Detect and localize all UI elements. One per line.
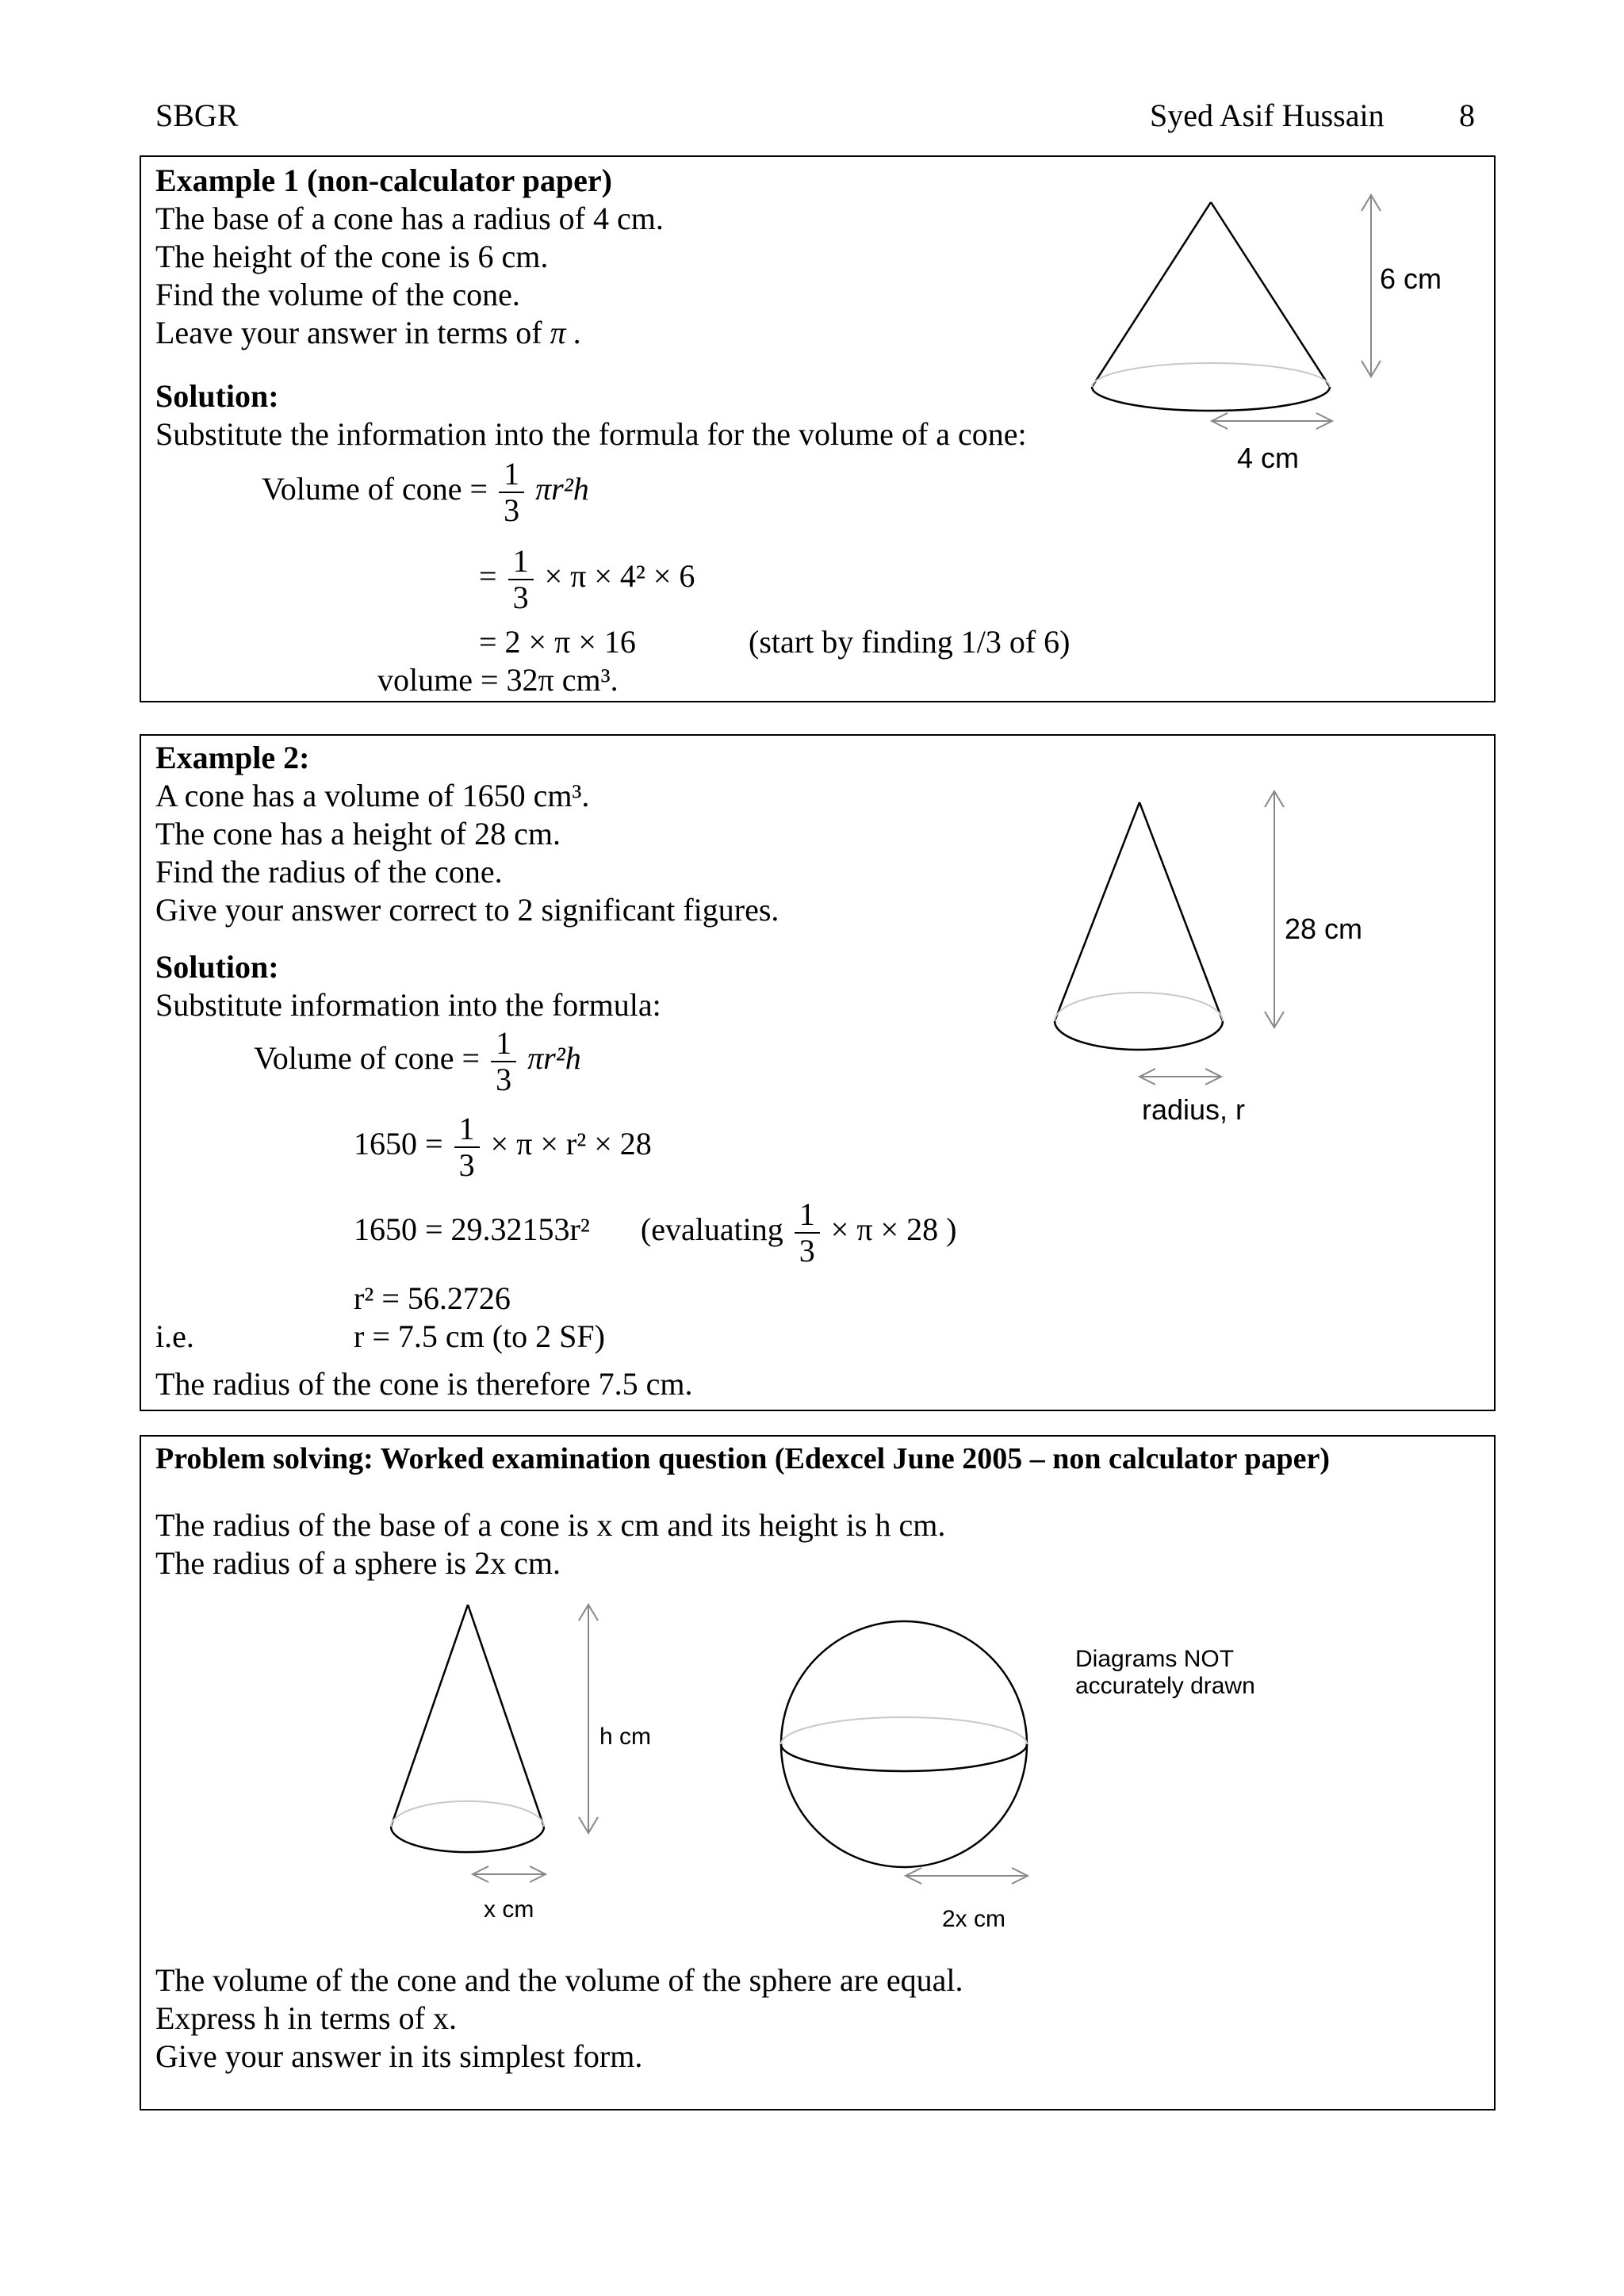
problem-line3: The volume of the cone and the volume of the sphere are equal.: [155, 1962, 963, 1998]
problem-line2: The radius of a sphere is 2x cm.: [155, 1545, 561, 1581]
example2-step3: 1650 = 29.32153r² (evaluating $\frac{1}{3}$ × π × 28 ): [354, 1196, 957, 1269]
example2-conclusion: The radius of the cone is therefore 7.5 cm.: [155, 1366, 693, 1402]
example2-title: Example 2:: [155, 740, 310, 775]
header-left: SBGR: [155, 98, 239, 133]
example2-line: The cone has a height of 28 cm.: [155, 816, 561, 851]
cone-base-front: [391, 1827, 544, 1852]
sphere-equator-front: [781, 1744, 1027, 1771]
cone-side-left: [391, 1605, 468, 1827]
sphere-outline: [781, 1621, 1027, 1867]
example1-solution-intro: Substitute the information into the formula for the volume of a cone:: [155, 416, 1027, 452]
diagram-note-line2: accurately drawn: [1075, 1673, 1255, 1699]
example2-solution-label: Solution:: [155, 949, 279, 985]
page-number: 8: [1459, 98, 1475, 133]
example1-line: The height of the cone is 6 cm.: [155, 239, 549, 274]
diagram-note-line1: Diagrams NOT: [1075, 1646, 1235, 1672]
example1-formula: Volume of cone = $\frac{1}{3}$ πr²h: [262, 456, 589, 528]
sphere-radius-label: 2x cm: [942, 1906, 1006, 1932]
example2-ie: i.e.: [155, 1318, 194, 1354]
example2-solution-intro: Substitute information into the formula:: [155, 987, 661, 1023]
example2-line: Find the radius of the cone.: [155, 854, 503, 890]
cone-base-back: [391, 1801, 544, 1827]
example1-radius-label: 4 cm: [1237, 442, 1300, 474]
cone-side-right: [468, 1605, 544, 1827]
example1-title: Example 1 (non-calculator paper): [155, 163, 612, 198]
example2-height-label: 28 cm: [1285, 913, 1363, 945]
example2-radius-label: radius, r: [1142, 1093, 1246, 1126]
sphere-equator-back: [781, 1717, 1027, 1744]
problem-line5: Give your answer in its simplest form.: [155, 2038, 643, 2074]
example1-step3-note: (start by finding 1/3 of 6): [749, 624, 1071, 660]
example1-solution-label: Solution:: [155, 378, 279, 414]
cone-height-label: h cm: [599, 1724, 652, 1750]
example1-step2: = $\frac{1}{3}$ × π × 4² × 6: [479, 543, 695, 615]
example1-step3: = 2 × π × 16: [479, 624, 636, 660]
example2-step5: r = 7.5 cm (to 2 SF): [354, 1318, 605, 1354]
example2-line: A cone has a volume of 1650 cm³.: [155, 778, 590, 813]
example2-step4: r² = 56.2726: [354, 1280, 511, 1316]
header-author: Syed Asif Hussain: [1150, 98, 1385, 133]
example1-final: volume = 32π cm³.: [377, 662, 619, 698]
problem-line4: Express h in terms of x.: [155, 2000, 457, 2036]
example2-formula: Volume of cone = $\frac{1}{3}$ πr²h: [254, 1025, 581, 1097]
cone-radius-label: x cm: [484, 1896, 534, 1923]
example1-line: Leave your answer in terms of π .: [155, 315, 582, 350]
example1-height-label: 6 cm: [1380, 262, 1442, 295]
problem-line1: The radius of the base of a cone is x cm and its height is h cm.: [155, 1507, 946, 1543]
example1-line: Find the volume of the cone.: [155, 277, 520, 312]
problem-title: Problem solving: Worked examination question (Edexcel June 2005 – non calculator paper): [155, 1442, 1330, 1475]
example2-step2: 1650 = $\frac{1}{3}$ × π × r² × 28: [354, 1111, 652, 1183]
example2-line: Give your answer correct to 2 significant figures.: [155, 892, 779, 928]
example1-line: The base of a cone has a radius of 4 cm.: [155, 201, 664, 236]
